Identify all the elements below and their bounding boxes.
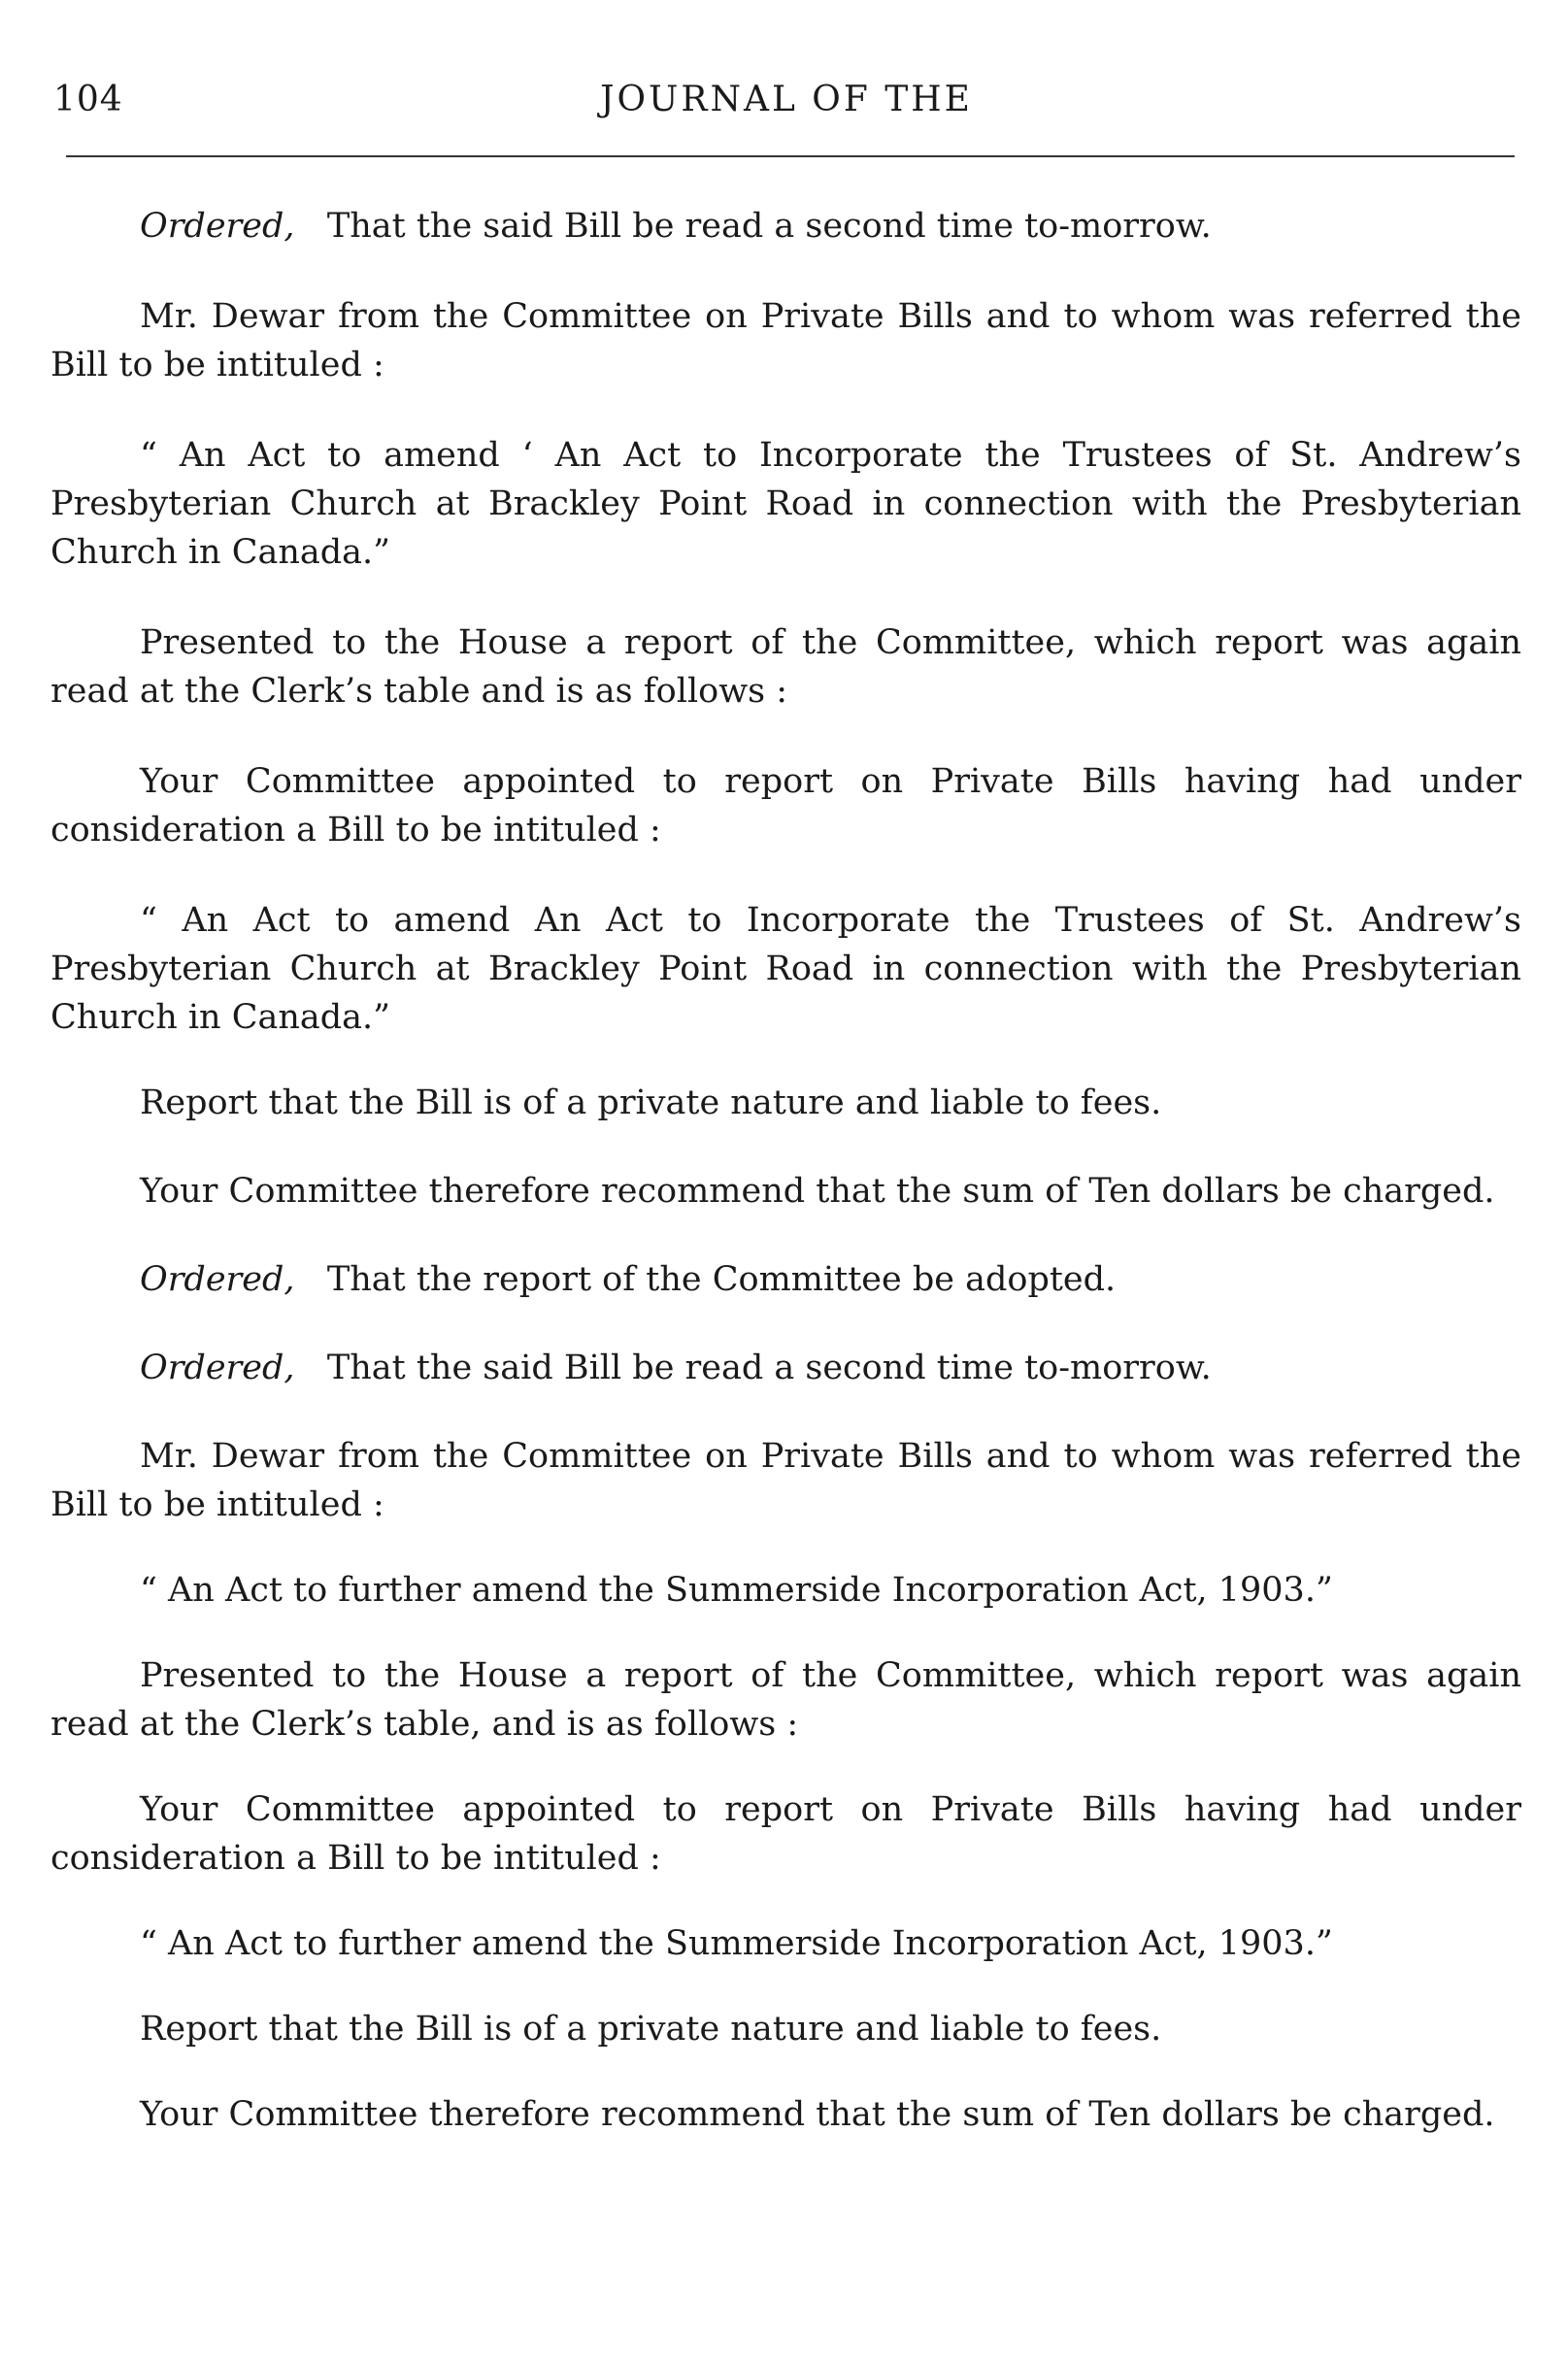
paragraph-ordered-second-reading — [50, 202, 1521, 250]
page-number: 104 — [53, 80, 123, 119]
header-rule — [66, 155, 1515, 157]
paragraph-fee-recommendation: Your Committee therefore recommend that the sum of Ten dollars be charged. — [140, 2095, 1495, 2134]
ordered-lead: Ordered, — [140, 1349, 295, 1387]
paragraph-committee-referral: Mr. Dewar from the Committee on Private Bills and to whom was referred the Bill to be intituled : — [50, 1437, 1521, 1524]
paragraph-committee-consideration: Your Committee appointed to report on Private Bills having had under consideration a Bill to be intituled : — [50, 762, 1521, 850]
paragraph-bill-title: “ An Act to amend ‘ An Act to Incorporate the Trustees of St. Andrew’s Presbyterian Church at Brackley Point Road in connection with the Presbyterian Church in Canada.” — [50, 436, 1521, 572]
paragraph-report-presented: Presented to the House a report of the Committee, which report was again read at the Clerk’s table, and is as follows : — [50, 1656, 1521, 1744]
page-header — [53, 80, 1519, 138]
paragraph-bill-title: “ An Act to amend An Act to Incorporate the Trustees of St. Andrew’s Presbyterian Church at Brackley Point Road in connection with the Presbyterian Church in Canada.” — [50, 901, 1521, 1037]
paragraph-committee-referral: Mr. Dewar from the Committee on Private Bills and to whom was referred the Bill to be intituled : — [50, 297, 1521, 384]
paragraph-report-presented: Presented to the House a report of the Committee, which report was again read at the Clerk’s table and is as follows : — [50, 623, 1521, 711]
running-head: JOURNAL OF THE — [600, 80, 973, 119]
paragraph-text: That the said Bill be read a second time to-morrow. — [326, 1349, 1212, 1387]
paragraph-bill-title: “ An Act to further amend the Summerside Incorporation Act, 1903.” — [140, 1924, 1333, 1963]
paragraph-private-nature: Report that the Bill is of a private nature and liable to fees. — [140, 2010, 1162, 2049]
paragraph-ordered-second-reading — [50, 1344, 1521, 1392]
ordered-lead: Ordered, — [140, 207, 295, 246]
paragraph-text: That the report of the Committee be adopted. — [326, 1260, 1117, 1299]
paragraph-private-nature: Report that the Bill is of a private nature and liable to fees. — [140, 1083, 1162, 1122]
paragraph-text: That the said Bill be read a second time to-morrow. — [326, 207, 1212, 246]
paragraph-ordered-adopted — [50, 1255, 1521, 1304]
paragraph-fee-recommendation: Your Committee therefore recommend that the sum of Ten dollars be charged. — [140, 1172, 1495, 1211]
paragraph-bill-title: “ An Act to further amend the Summerside Incorporation Act, 1903.” — [140, 1571, 1333, 1610]
ordered-lead: Ordered, — [140, 1260, 295, 1299]
paragraph-committee-consideration: Your Committee appointed to report on Private Bills having had under consideration a Bill to be intituled : — [50, 1790, 1521, 1878]
text-body — [50, 202, 1521, 2139]
